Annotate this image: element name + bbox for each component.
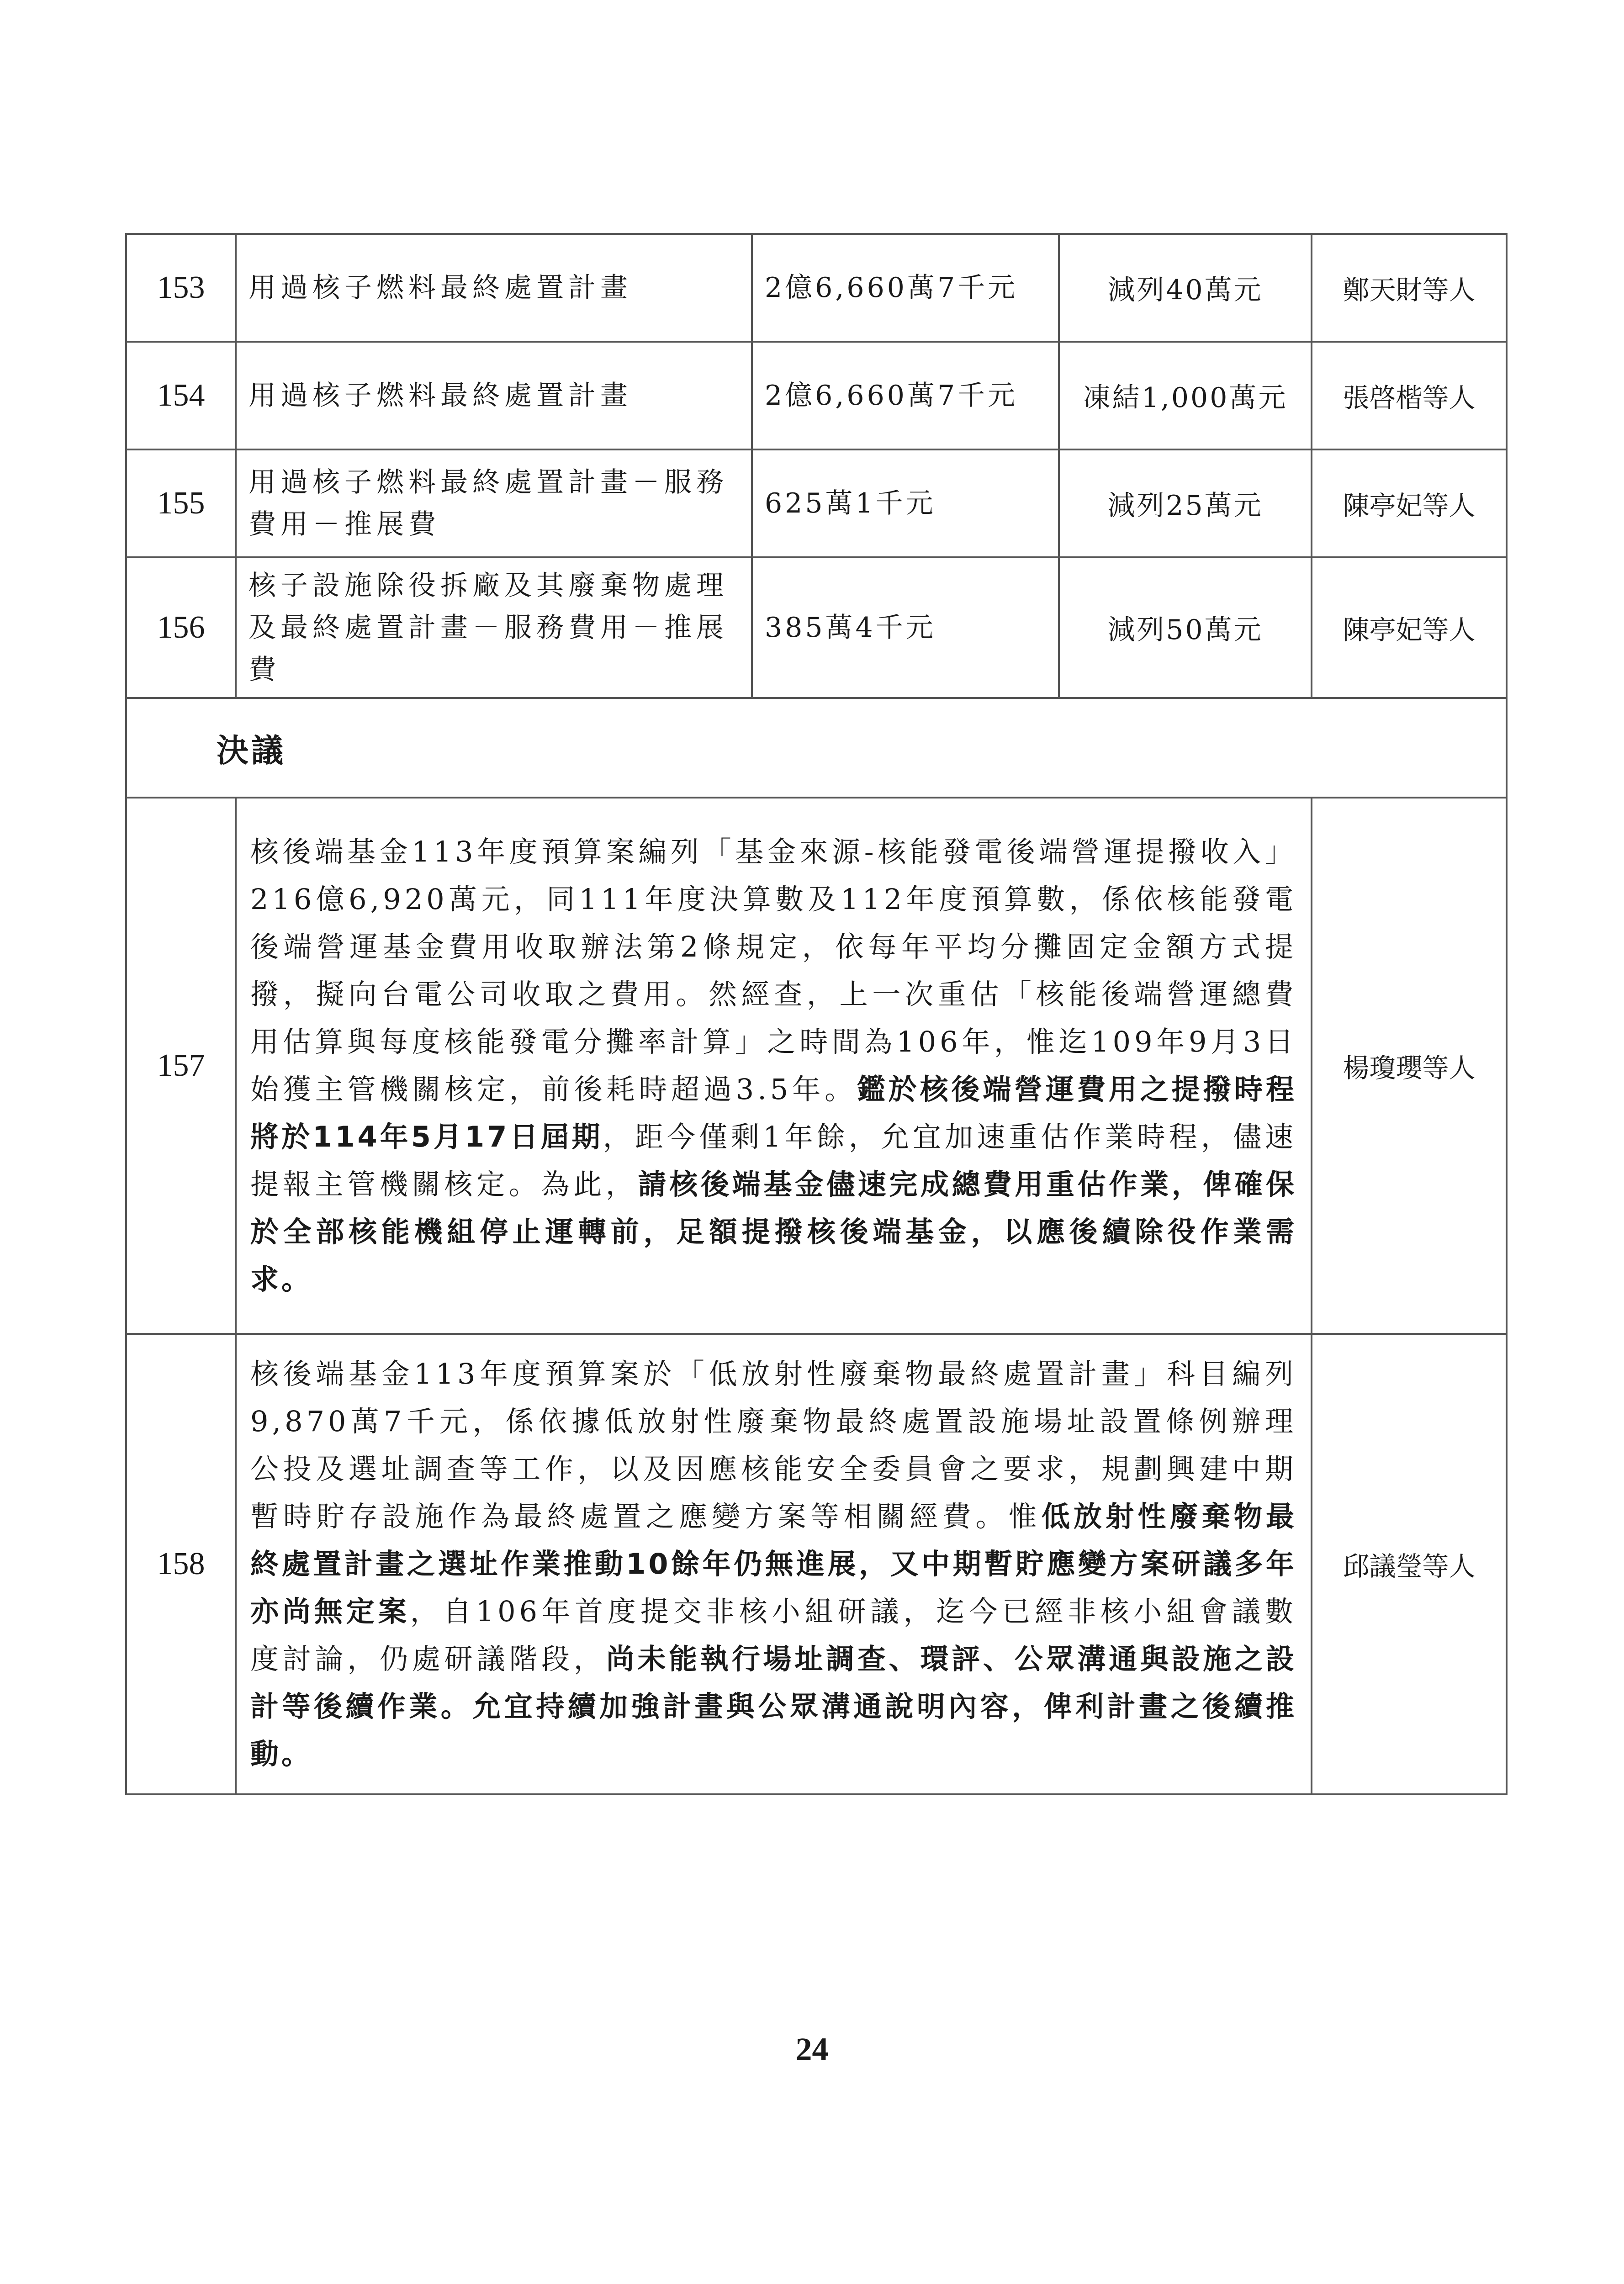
table-row xyxy=(126,449,1507,557)
row-number: 156 xyxy=(126,557,236,698)
budget-amount: 2億6,660萬7千元 xyxy=(752,342,1059,449)
resolution-plain-text: 核後端基金113年度預算案編列「基金來源-核能發電後端營運提撥收入」216億6,920萬元，同111年度決算數及112年度預算數，係依核能發電後端營運基金費用收取辦法第2條規定，依每年平均分攤固定金額方式提撥，擬向台電公司收取之費用。然經查，上一次重估「核能後端營運總費用估算與每度核能發電分攤率計算」之時間為106年，惟迄109年9月3日始獲主管機關核定，前後耗時超過3.5年。 xyxy=(250,835,1297,1106)
row-number: 154 xyxy=(126,342,236,449)
table-row xyxy=(126,234,1507,342)
proposer: 鄭天財等人 xyxy=(1312,234,1507,342)
resolution-bold-text: 低放射性廢棄物最終處置計畫之選址作業推動10餘年仍無進展，又中期暫貯應變方案研議多年亦尚無定案 xyxy=(250,1500,1297,1628)
row-number: 153 xyxy=(126,234,236,342)
row-number: 157 xyxy=(126,798,236,1334)
proposer: 邱議瑩等人 xyxy=(1312,1334,1507,1794)
row-number: 158 xyxy=(126,1334,236,1794)
item-name: 用過核子燃料最終處置計畫－服務費用－推展費 xyxy=(236,449,752,557)
proposer: 楊瓊瓔等人 xyxy=(1312,798,1507,1334)
resolution-text xyxy=(236,798,1312,1334)
resolution-plain-text: ，距今僅剩1年餘，允宜加速重估作業時程，儘速提報主管機關核定。為此， xyxy=(250,1120,1297,1201)
section-heading: 決議 xyxy=(126,698,1507,798)
proposed-action: 減列40萬元 xyxy=(1059,234,1312,342)
resolution-row xyxy=(126,798,1507,1334)
proposed-action: 減列25萬元 xyxy=(1059,449,1312,557)
item-name: 用過核子燃料最終處置計畫 xyxy=(236,342,752,449)
resolution-bold-text: 鑑於核後端營運費用之提撥時程將於114年5月17日屆期 xyxy=(250,1073,1297,1153)
resolution-bold-text: 尚未能執行場址調查、環評、公眾溝通與設施之設計等後續作業。允宜持續加強計畫與公眾溝通說明內容，俾利計畫之後續推動。 xyxy=(250,1642,1297,1771)
section-row xyxy=(126,698,1507,798)
proposer: 陳亭妃等人 xyxy=(1312,449,1507,557)
budget-amount: 385萬4千元 xyxy=(752,557,1059,698)
table-row xyxy=(126,557,1507,698)
page-number: 24 xyxy=(795,2031,829,2067)
budget-amount: 625萬1千元 xyxy=(752,449,1059,557)
resolution-text xyxy=(236,1334,1312,1794)
proposer: 陳亭妃等人 xyxy=(1312,557,1507,698)
proposed-action: 減列50萬元 xyxy=(1059,557,1312,698)
budget-amount: 2億6,660萬7千元 xyxy=(752,234,1059,342)
proposer: 張啓楷等人 xyxy=(1312,342,1507,449)
resolution-plain-text: 核後端基金113年度預算案於「低放射性廢棄物最終處置計畫」科目編列9,870萬7千元，係依據低放射性廢棄物最終處置設施場址設置條例辦理公投及選址調查等工作，以及因應核能安全委員會之要求，規劃興建中期暫時貯存設施作為最終處置之應變方案等相關經費。惟 xyxy=(250,1357,1297,1533)
resolution-bold-text: 請核後端基金儘速完成總費用重估作業，俾確保於全部核能機組停止運轉前，足額提撥核後端基金，以應後續除役作業需求。 xyxy=(250,1168,1297,1296)
resolution-plain-text: ，自106年首度提交非核小組研議，迄今已經非核小組會議數度討論，仍處研議階段， xyxy=(250,1595,1297,1676)
item-name: 用過核子燃料最終處置計畫 xyxy=(236,234,752,342)
item-name: 核子設施除役拆廠及其廢棄物處理及最終處置計畫－服務費用－推展費 xyxy=(236,557,752,698)
table-row xyxy=(126,342,1507,449)
resolution-row xyxy=(126,1334,1507,1794)
proposed-action: 凍結1,000萬元 xyxy=(1059,342,1312,449)
budget-proposal-table xyxy=(125,233,1508,1795)
row-number: 155 xyxy=(126,449,236,557)
